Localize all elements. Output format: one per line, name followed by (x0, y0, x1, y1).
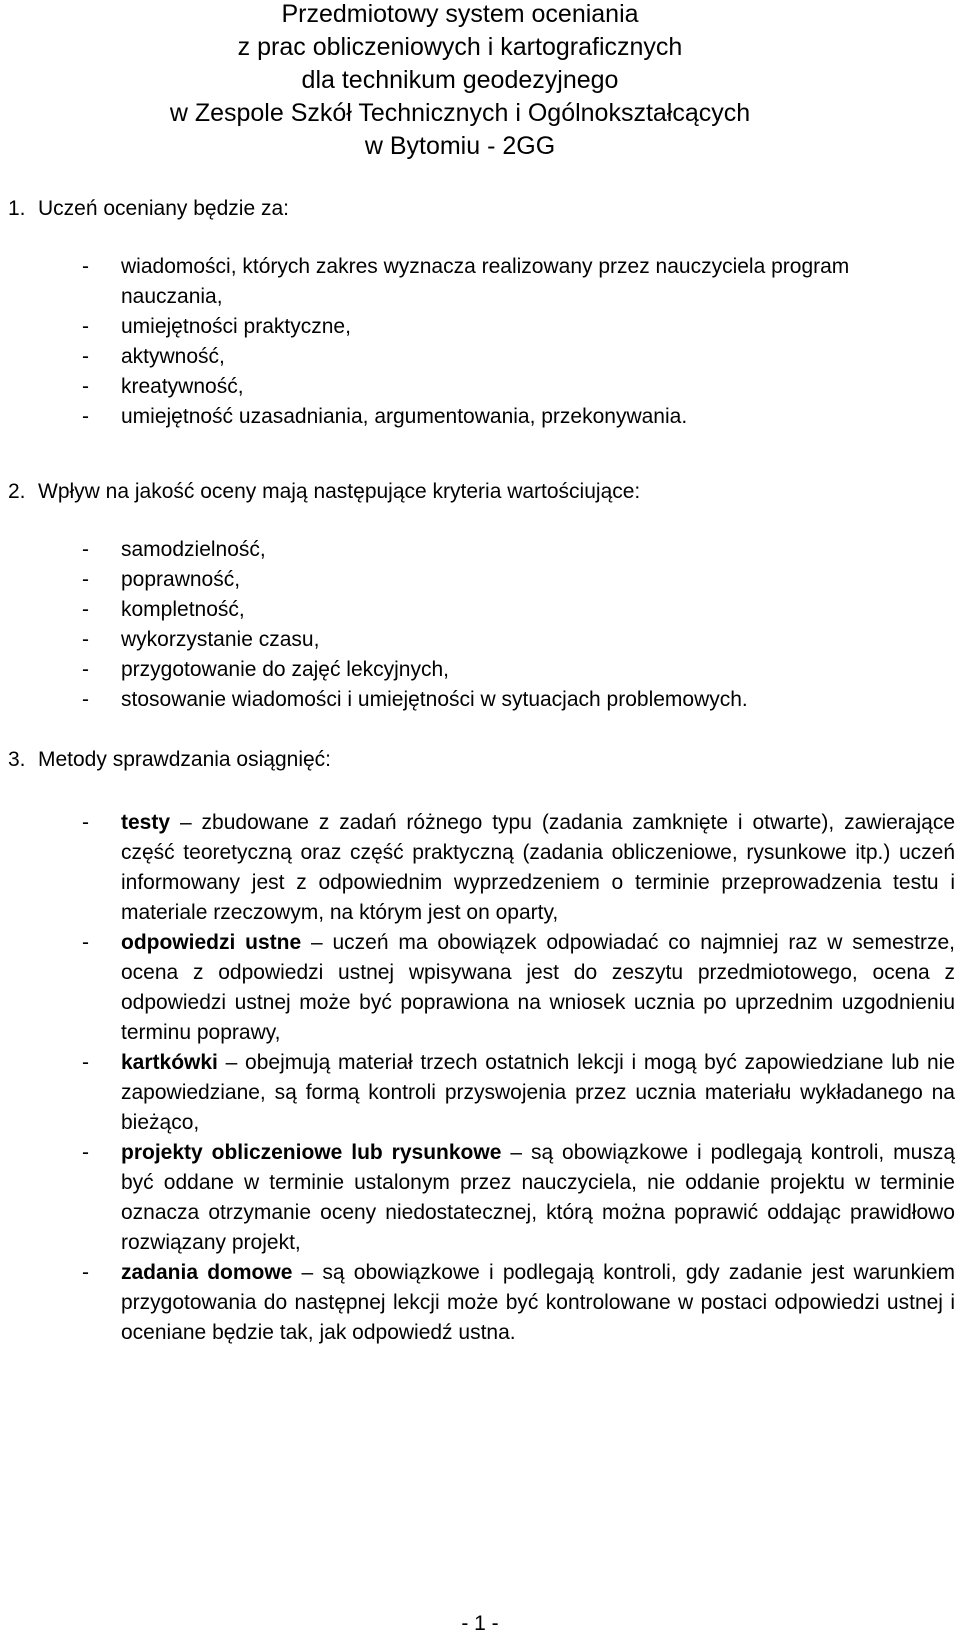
section-3-heading (8, 745, 331, 775)
list-item-text: – obejmują materiał trzech ostatnich lekcji i mogą być zapowiedziane lub nie zapowiedziane, są formą kontroli przyswojenia przez ucznia materiału wykładanego na bieżąco, (121, 1051, 955, 1134)
section-heading-text: Metody sprawdzania osiągnięć: (38, 748, 331, 771)
list-item-text: wykorzystanie czasu, (121, 628, 320, 651)
list-item-text: stosowanie wiadomości i umiejętności w sytuacjach problemowych. (121, 688, 748, 711)
list-item (0, 595, 960, 625)
list-item (0, 1258, 960, 1348)
list-item (0, 535, 960, 565)
list-dash: - (82, 931, 89, 954)
list-dash: - (82, 598, 89, 621)
section-number: 1. (8, 197, 26, 220)
title-line: z prac obliczeniowych i kartograficznych (237, 33, 683, 61)
list-item (0, 565, 960, 595)
section-1-heading (8, 194, 289, 224)
list-dash: - (82, 375, 89, 398)
list-item-text: – uczeń ma obowiązek odpowiadać co najmniej raz w semestrze, ocena z odpowiedzi ustnej wpisywana jest do zeszytu przedmiotowego, ocena z odpowiedzi ustnej może być poprawiona na wniosek ucznia po uprzednim uzgodnieniu terminu poprawy, (121, 931, 955, 1044)
list-dash: - (82, 255, 89, 278)
list-dash: - (82, 538, 89, 561)
page-number: - 1 - (461, 1612, 499, 1635)
list-dash: - (82, 811, 89, 834)
list-item-text: przygotowanie do zajęć lekcyjnych, (121, 658, 450, 681)
list-item (0, 342, 960, 372)
section-number: 2. (8, 480, 26, 503)
title-line: dla technikum geodezyjnego (301, 66, 619, 94)
list-item-text: samodzielność, (121, 538, 266, 561)
section-3-list (0, 808, 960, 1348)
section-2-list (0, 535, 960, 715)
list-item (0, 1048, 960, 1138)
list-dash: - (82, 405, 89, 428)
list-dash: - (82, 1051, 89, 1074)
list-item-text: – są obowiązkowe i podlegają kontroli, muszą być oddane w terminie ustalonym przez nauczyciela, nie oddanie projektu w terminie oznacza otrzymanie oceny niedostatecznej, którą można poprawić oddając prawidłowo rozwiązany projekt, (121, 1141, 955, 1254)
document-title (60, 0, 860, 163)
section-2-heading (8, 477, 640, 507)
list-dash: - (82, 568, 89, 591)
title-line: w Bytomiu - 2GG (364, 132, 556, 160)
list-item-text: kreatywność, (121, 375, 244, 398)
list-dash: - (82, 688, 89, 711)
list-dash: - (82, 1261, 89, 1284)
list-item (0, 252, 960, 312)
list-item-text: umiejętności praktyczne, (121, 315, 351, 338)
list-item-text: kompletność, (121, 598, 245, 621)
title-line: Przedmiotowy system oceniania (281, 0, 639, 28)
list-item-text: – zbudowane z zadań różnego typu (zadania zamknięte i otwarte), zawierające część teoretyczną oraz część praktyczną (zadania obliczeniowe, rysunkowe itp.) uczeń informowany jest z odpowiednim wyprzedzeniem o terminie przeprowadzenia testu i materiale rzeczowym, na którym jest on oparty, (121, 811, 955, 924)
list-item (0, 928, 960, 1048)
list-item-text: aktywność, (121, 345, 225, 368)
list-item-term: odpowiedzi ustne (121, 931, 302, 954)
list-item (0, 1138, 960, 1258)
list-item (0, 655, 960, 685)
list-dash: - (82, 1141, 89, 1164)
list-item (0, 372, 960, 402)
title-line: w Zespole Szkół Technicznych i Ogólnokształcących (169, 99, 751, 127)
list-dash: - (82, 658, 89, 681)
list-item (0, 808, 960, 928)
list-item (0, 402, 960, 432)
section-heading-text: Uczeń oceniany będzie za: (38, 197, 289, 220)
list-item (0, 312, 960, 342)
list-item-term: projekty obliczeniowe lub rysunkowe (121, 1141, 502, 1164)
list-item-term: testy (121, 811, 171, 834)
list-item-text: umiejętność uzasadniania, argumentowania, przekonywania. (121, 405, 688, 428)
list-item (0, 625, 960, 655)
list-dash: - (82, 628, 89, 651)
section-number: 3. (8, 748, 26, 771)
list-item-text: poprawność, (121, 568, 241, 591)
list-dash: - (82, 345, 89, 368)
list-item (0, 685, 960, 715)
list-item-text: wiadomości, których zakres wyznacza realizowany przez nauczyciela program nauczania, (121, 255, 850, 308)
section-heading-text: Wpływ na jakość oceny mają następujące kryteria wartościujące: (38, 480, 641, 503)
list-item-term: kartkówki (121, 1051, 218, 1074)
list-item-term: zadania domowe (121, 1261, 293, 1284)
list-item-text: – są obowiązkowe i podlegają kontroli, gdy zadanie jest warunkiem przygotowania do następnej lekcji może być kontrolowane w postaci odpowiedzi ustnej i oceniane będzie tak, jak odpowiedź ustna. (121, 1261, 955, 1344)
list-dash: - (82, 315, 89, 338)
section-1-list (0, 252, 960, 432)
